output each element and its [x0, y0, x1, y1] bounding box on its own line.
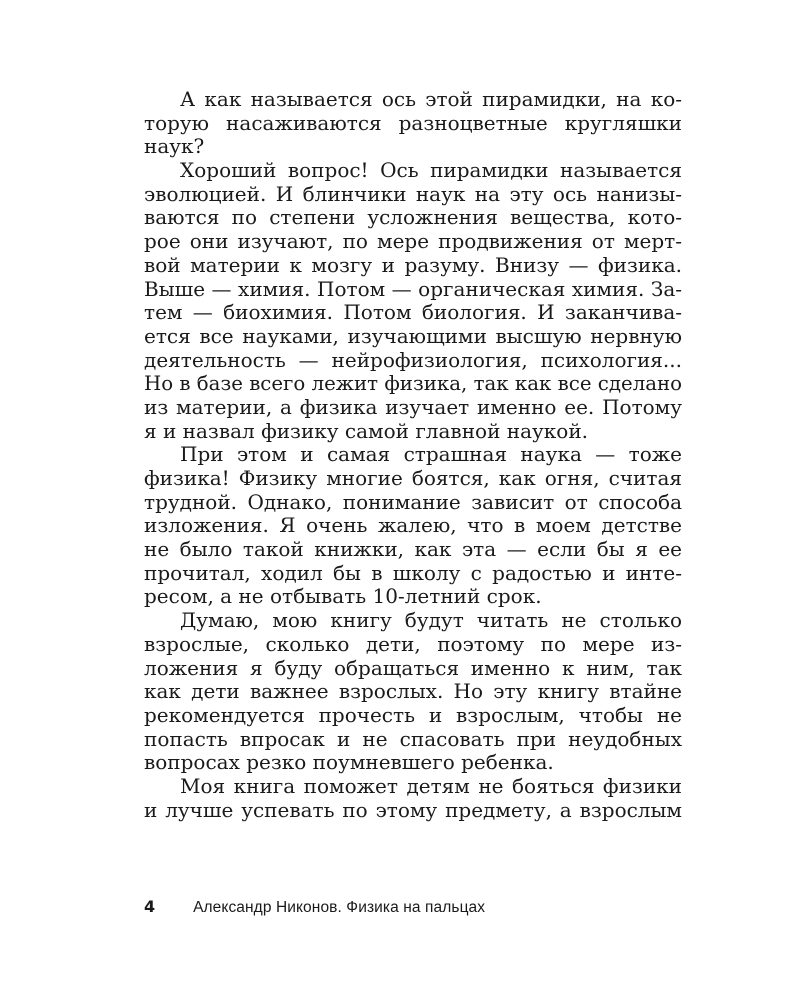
text-line: и лучше успевать по этому предмету, а взрослым: [144, 797, 682, 822]
text-line: прочитал, ходил бы в школу с радостью и инте-: [144, 560, 682, 585]
text-line: взрослые, сколько дети, поэтому по мере из-: [144, 631, 682, 656]
text-line: ваются по степени усложнения вещества, кото-: [144, 205, 682, 230]
text-line: деятельность — нейрофизиология, психология...: [144, 347, 682, 372]
page-footer: [144, 896, 485, 918]
text-line: не было такой книжки, как эта — если бы я ее: [144, 537, 682, 562]
text-line: попасть впросак и не спасовать при неудобных: [144, 726, 682, 751]
text-line: рое они изучают, по мере продвижения от мерт-: [144, 229, 682, 254]
text-line: тем — биохимия. Потом биология. И заканчива-: [144, 300, 682, 325]
text-line: я и назвал физику самой главной наукой.: [144, 418, 589, 443]
text-line: торую насаживаются разноцветные кругляшки: [144, 110, 682, 135]
text-line: Думаю, мою книгу будут читать не столько: [180, 608, 682, 633]
text-line: ется все науками, изучающими высшую нервную: [144, 323, 682, 348]
running-head: Александр Никонов. Физика на пальцах: [193, 899, 486, 916]
text-line: ложения я буду обращаться именно к ним, так: [144, 655, 682, 680]
text-line: Хороший вопрос! Ось пирамидки называется: [180, 158, 682, 183]
text-line: эволюцией. И блинчики наук на эту ось нанизы-: [144, 181, 682, 206]
text-line: трудной. Однако, понимание зависит от способа: [144, 489, 682, 514]
text-line: А как называется ось этой пирамидки, на ко-: [180, 87, 682, 111]
text-line: ресом, а не отбывать 10-летний срок.: [144, 584, 542, 609]
text-line: При этом и самая страшная наука — тоже: [180, 442, 682, 467]
text-line: Моя книга поможет детям не бояться физики: [180, 773, 682, 798]
text-line: вой материи к мозгу и разуму. Внизу — физика.: [144, 252, 682, 277]
page-number: 4: [144, 897, 156, 916]
text-line: из материи, а физика изучает именно ее. Потому: [144, 394, 682, 419]
text-line: вопросах резко поумневшего ребенка.: [144, 750, 554, 775]
text-line: Но в базе всего лежит физика, так как все сделано: [144, 372, 683, 396]
text-line: как дети важнее взрослых. Но эту книгу втайне: [144, 679, 682, 704]
text-line: рекомендуется прочесть и взрослым, чтобы не: [144, 702, 682, 727]
text-line: физика! Физику многие боятся, как огня, считая: [144, 466, 682, 490]
text-line: Выше — химия. Потом — органическая химия. За-: [144, 276, 682, 301]
body-text: [144, 88, 682, 822]
text-line: наук?: [144, 134, 205, 159]
text-line: изложения. Я очень жалею, что в моем детстве: [144, 513, 682, 538]
